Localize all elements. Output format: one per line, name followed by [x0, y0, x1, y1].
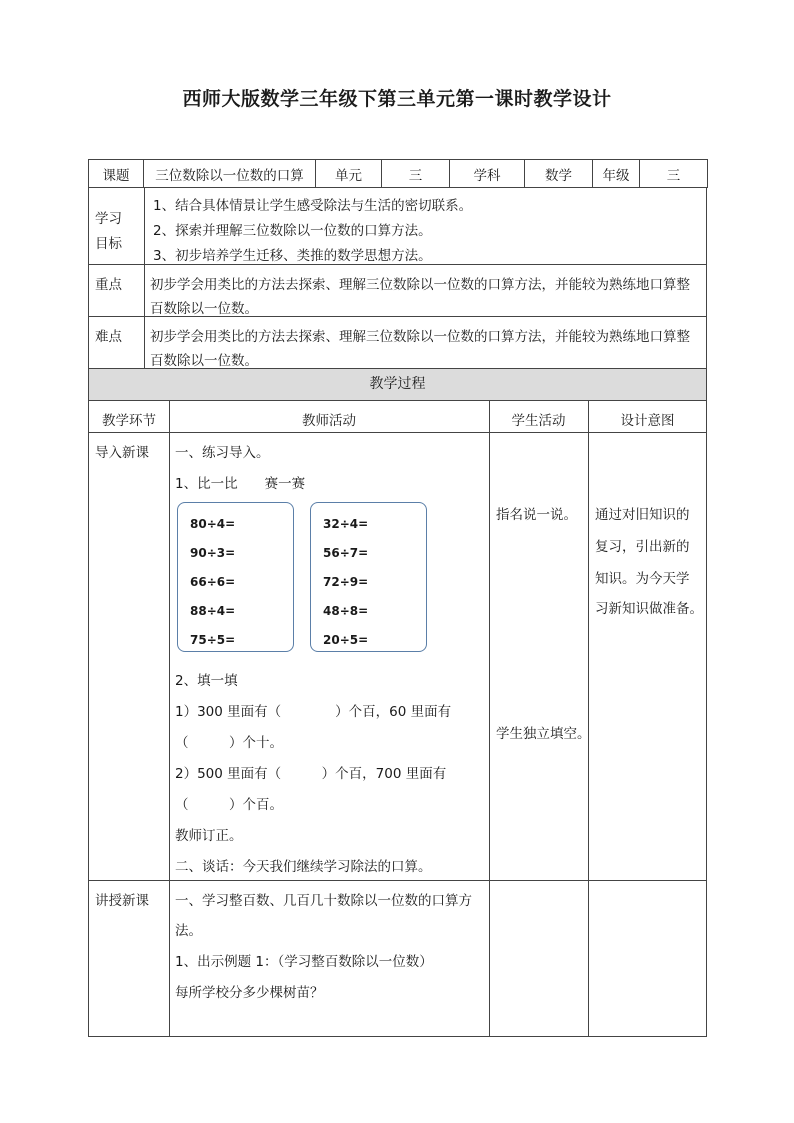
intent-line: 通过对旧知识的 — [595, 507, 690, 523]
stage-teach: 讲授新课 — [95, 893, 149, 909]
goal-item: 2、探索并理解三位数除以一位数的口算方法。 — [153, 223, 432, 239]
equation: 72÷9= — [323, 575, 369, 589]
learning-goals-label: 学习 目标 — [89, 187, 145, 264]
teach-line: 1、出示例题 1：（学习整百数除以一位数） — [175, 954, 433, 970]
course-value: 三位数除以一位数的口算 — [144, 160, 316, 188]
row-divider — [89, 880, 706, 881]
teaching-process-table — [88, 401, 707, 1037]
goal-item: 3、初步培养学生迁移、类推的数学思想方法。 — [153, 248, 432, 264]
key-point-label: 重点 — [89, 265, 145, 316]
intro-line: （ ）个百。 — [175, 797, 283, 813]
key-point-text: 初步学会用类比的方法去探索、理解三位数除以一位数的口算方法，并能较为熟练地口算整 百数除以一位数。 — [150, 277, 690, 317]
subject-value: 数学 — [525, 160, 593, 188]
equation: 90÷3= — [190, 546, 236, 560]
equation: 66÷6= — [190, 575, 236, 589]
column-header-teacher: 教师活动 — [302, 413, 356, 429]
teach-line: 法。 — [175, 923, 202, 939]
intro-line: 一、练习导入。 — [175, 445, 270, 461]
teach-line: 一、学习整百数、几百几十数除以一位数的口算方 — [175, 893, 472, 909]
column-divider — [588, 401, 589, 1036]
column-divider — [489, 401, 490, 1036]
grade-value: 三 — [640, 160, 708, 188]
teach-line: 每所学校分多少棵树苗？ — [175, 985, 324, 1001]
equation: 75÷5= — [190, 633, 236, 647]
column-header-stage: 教学环节 — [102, 413, 156, 429]
equation: 80÷4= — [190, 517, 236, 531]
difficulty-label: 难点 — [89, 317, 145, 368]
learning-goals-row — [88, 187, 707, 265]
intro-line: 1、比一比 赛一赛 — [175, 476, 306, 492]
equation: 20÷5= — [323, 633, 369, 647]
student-activity: 指名说一说。 — [496, 507, 577, 523]
equation: 56÷7= — [323, 546, 369, 560]
column-divider — [169, 401, 170, 1036]
equation: 88÷4= — [190, 604, 236, 618]
intro-line: 2、填一填 — [175, 673, 238, 689]
intent-line: 知识。为今天学 — [595, 571, 690, 587]
unit-value: 三 — [382, 160, 450, 188]
difficulty-text: 初步学会用类比的方法去探索、理解三位数除以一位数的口算方法，并能较为熟练地口算整 百数除以一位数。 — [150, 329, 690, 369]
intent-line: 复习，引出新的 — [595, 539, 690, 555]
column-header-student: 学生活动 — [511, 413, 566, 429]
goal-item: 1、结合具体情景让学生感受除法与生活的密切联系。 — [153, 198, 473, 214]
lesson-header-table — [88, 159, 708, 188]
grade-label: 年级 — [593, 160, 640, 188]
intent-line: 习新知识做准备。 — [595, 601, 703, 617]
course-label: 课题 — [89, 160, 144, 188]
document-title: 西师大版数学三年级下第三单元第一课时教学设计 — [182, 88, 612, 110]
subject-label: 学科 — [450, 160, 525, 188]
intro-line: 2）500 里面有（ ）个百，700 里面有 — [175, 766, 447, 782]
intro-line: 二、谈话：今天我们继续学习除法的口算。 — [175, 859, 432, 875]
calc-card-left — [177, 502, 294, 652]
stage-intro: 导入新课 — [95, 445, 149, 461]
row-divider — [89, 432, 706, 433]
equation: 48÷8= — [323, 604, 369, 618]
key-point-row — [88, 265, 707, 317]
unit-label: 单元 — [316, 160, 382, 188]
intro-line: （ ）个十。 — [175, 735, 283, 751]
column-header-intent: 设计意图 — [620, 413, 675, 429]
equation: 32÷4= — [323, 517, 369, 531]
learning-goals-list — [145, 187, 706, 264]
intro-line: 1）300 里面有（ ）个百，60 里面有 — [175, 704, 452, 720]
difficulty-row — [88, 317, 707, 369]
calc-card-right — [310, 502, 427, 652]
teaching-process-header: 教学过程 — [88, 369, 707, 401]
student-activity: 学生独立填空。 — [496, 726, 591, 742]
intro-line: 教师订正。 — [175, 828, 243, 844]
